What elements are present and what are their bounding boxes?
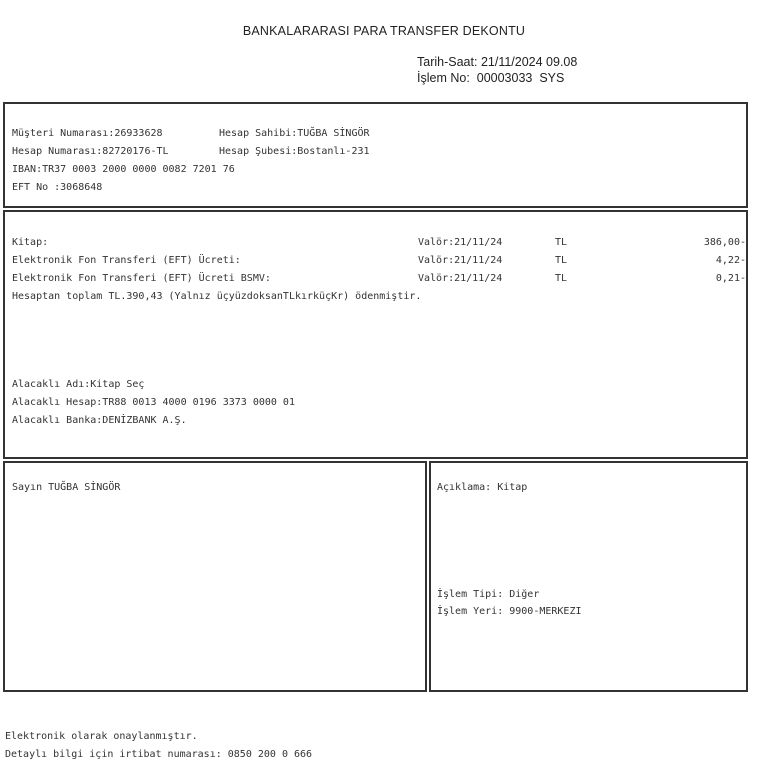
transaction-amount: 4,22- (715, 255, 746, 266)
transaction-type: İşlem Tipi: Diğer (437, 589, 540, 600)
details-box (429, 461, 748, 692)
transaction-valor: Valör:21/11/24 (418, 237, 503, 248)
receiver-bank: Alacaklı Banka:DENİZBANK A.Ş. (12, 415, 187, 426)
greeting-text: Sayın TUĞBA SİNGÖR (12, 482, 121, 493)
transaction-label: İşlem No: (417, 71, 470, 85)
iban: IBAN:TR37 0003 2000 0000 0082 7201 76 (12, 164, 235, 175)
datetime-value: 21/11/2024 09.08 (480, 55, 578, 69)
total-paid-text: Hesaptan toplam TL.390,43 (Yalnız üçyüzdoksanTLkırküçKr) ödenmiştir. (12, 291, 422, 302)
receiver-name: Alacaklı Adı:Kitap Seç (12, 379, 145, 390)
transaction-amount: 0,21- (715, 273, 746, 284)
customer-info-box (3, 102, 748, 208)
transaction-box (3, 210, 748, 459)
transaction-desc: Kitap: (12, 237, 49, 248)
transaction-currency: TL (555, 255, 568, 266)
transaction-value: 00003033 (476, 71, 533, 85)
transaction-desc: Elektronik Fon Transferi (EFT) Ücreti BSMV: (12, 273, 271, 284)
customer-number: Müşteri Numarası:26933628 (12, 128, 163, 139)
datetime-label: Tarih-Saat: (417, 55, 478, 69)
account-branch: Hesap Şubesi:Bostanlı-231 (219, 146, 370, 157)
transaction-desc: Elektronik Fon Transferi (EFT) Ücreti: (12, 255, 241, 266)
datetime-row (417, 55, 577, 69)
transaction-suffix: SYS (539, 71, 565, 85)
eft-number: EFT No :3068648 (12, 182, 103, 193)
transaction-valor: Valör:21/11/24 (418, 255, 503, 266)
transaction-valor: Valör:21/11/24 (418, 273, 503, 284)
account-number: Hesap Numarası:82720176-TL (12, 146, 169, 157)
description: Açıklama: Kitap (437, 482, 528, 493)
greeting-box (3, 461, 427, 692)
transaction-amount: 386,00- (703, 237, 746, 248)
transaction-currency: TL (555, 273, 568, 284)
transaction-currency: TL (555, 237, 568, 248)
transaction-row (417, 71, 564, 85)
approval-note: Elektronik olarak onaylanmıştır. (5, 731, 198, 742)
document-title: BANKALARARASI PARA TRANSFER DEKONTU (242, 24, 526, 38)
contact-note: Detaylı bilgi için irtibat numarası: 0850 200 0 666 (5, 749, 313, 760)
account-holder: Hesap Sahibi:TUĞBA SİNGÖR (219, 128, 370, 139)
transaction-location: İşlem Yeri: 9900-MERKEZI (437, 606, 582, 617)
receiver-account: Alacaklı Hesap:TR88 0013 4000 0196 3373 0000 01 (12, 397, 295, 408)
